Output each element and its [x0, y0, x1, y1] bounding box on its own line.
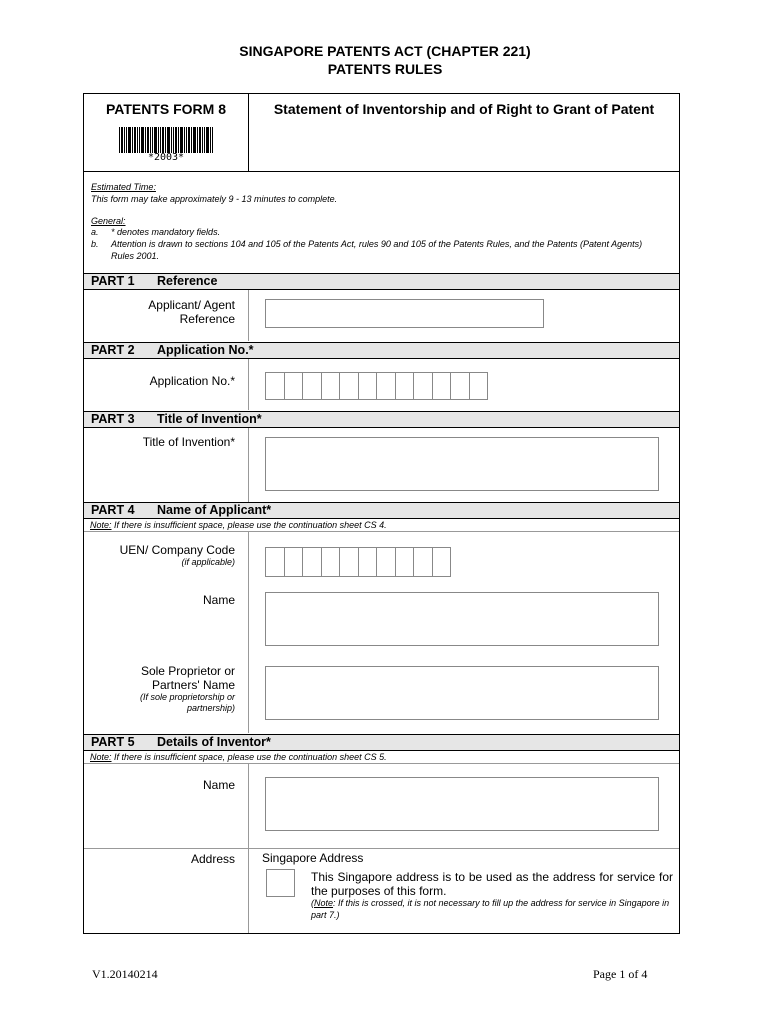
- sole-proprietor-label: Sole Proprietor or Partners' Name: [140, 664, 235, 692]
- sole-proprietor-sub: (If sole proprietorship or partnership): [139, 692, 235, 713]
- page-number: Page 1 of 4: [593, 967, 648, 981]
- application-no-input[interactable]: [265, 372, 488, 400]
- singapore-address-label: Singapore Address: [262, 851, 364, 865]
- address-label: Address: [190, 852, 235, 866]
- part5-header: [84, 734, 679, 751]
- general-item-a-marker: a.: [91, 227, 99, 237]
- reference-input[interactable]: [265, 299, 544, 328]
- title-of-invention-input[interactable]: [265, 437, 659, 491]
- sole-proprietor-input[interactable]: [265, 666, 659, 720]
- form-number: PATENTS FORM 8: [105, 101, 227, 117]
- form-title: Statement of Inventorship and of Right to Grant of Patent: [273, 101, 655, 117]
- part4-header: [84, 502, 679, 519]
- applicant-name-label: Name: [202, 593, 235, 607]
- part4-note: Note: If there is insufficient space, please use the continuation sheet CS 4.: [84, 519, 679, 532]
- part4-number: PART 4: [91, 503, 135, 517]
- part5-number: PART 5: [91, 735, 135, 749]
- applicant-name-input[interactable]: [265, 592, 659, 646]
- general-item-b-marker: b.: [91, 239, 99, 249]
- barcode: [119, 127, 213, 153]
- part2-header: [84, 342, 679, 359]
- part1-number: PART 1: [91, 274, 135, 288]
- version-number: V1.20140214: [92, 967, 158, 981]
- general-item-a: * denotes mandatory fields.: [111, 227, 221, 237]
- estimated-time-label: Estimated Time:: [91, 182, 156, 192]
- part3-header: [84, 411, 679, 428]
- part1-title: Reference: [157, 274, 218, 288]
- part5-title: Details of Inventor*: [157, 735, 271, 749]
- estimated-time-text: This form may take approximately 9 - 13 minutes to complete.: [91, 194, 338, 204]
- uen-input[interactable]: [265, 547, 451, 577]
- rules-title: PATENTS RULES: [327, 61, 443, 77]
- inventor-name-label: Name: [202, 778, 235, 792]
- part5-note: Note: If there is insufficient space, please use the continuation sheet CS 5.: [84, 751, 679, 764]
- part4-title: Name of Applicant*: [157, 503, 272, 517]
- uen-label: UEN/ Company Code: [119, 543, 235, 557]
- part2-number: PART 2: [91, 343, 135, 357]
- part3-number: PART 3: [91, 412, 135, 426]
- general-item-b: Attention is drawn to sections 104 and 105 of the Patents Act, rules 90 and 105 of the Patents Rules, and the Patents (Patent Agents) Rules 2001.: [111, 239, 643, 261]
- general-label: General:: [91, 216, 126, 226]
- address-note: (Note: If this is crossed, it is not necessary to fill up the address for service in Singapore in part 7.): [311, 898, 670, 920]
- uen-sub: (if applicable): [181, 557, 235, 567]
- application-no-label: Application No.*: [149, 374, 235, 388]
- part1-header: [84, 273, 679, 290]
- barcode-text: *2003*: [147, 152, 185, 163]
- address-for-service-text: This Singapore address is to be used as the address for service for the purposes of this form.: [311, 870, 673, 898]
- part2-title: Application No.*: [157, 343, 254, 357]
- act-title: SINGAPORE PATENTS ACT (CHAPTER 221): [239, 43, 531, 59]
- inventor-name-input[interactable]: [265, 777, 659, 831]
- address-for-service-checkbox[interactable]: [266, 869, 295, 897]
- title-of-invention-label: Title of Invention*: [142, 435, 235, 449]
- reference-label: Applicant/ Agent Reference: [148, 298, 235, 326]
- part3-title: Title of Invention*: [157, 412, 262, 426]
